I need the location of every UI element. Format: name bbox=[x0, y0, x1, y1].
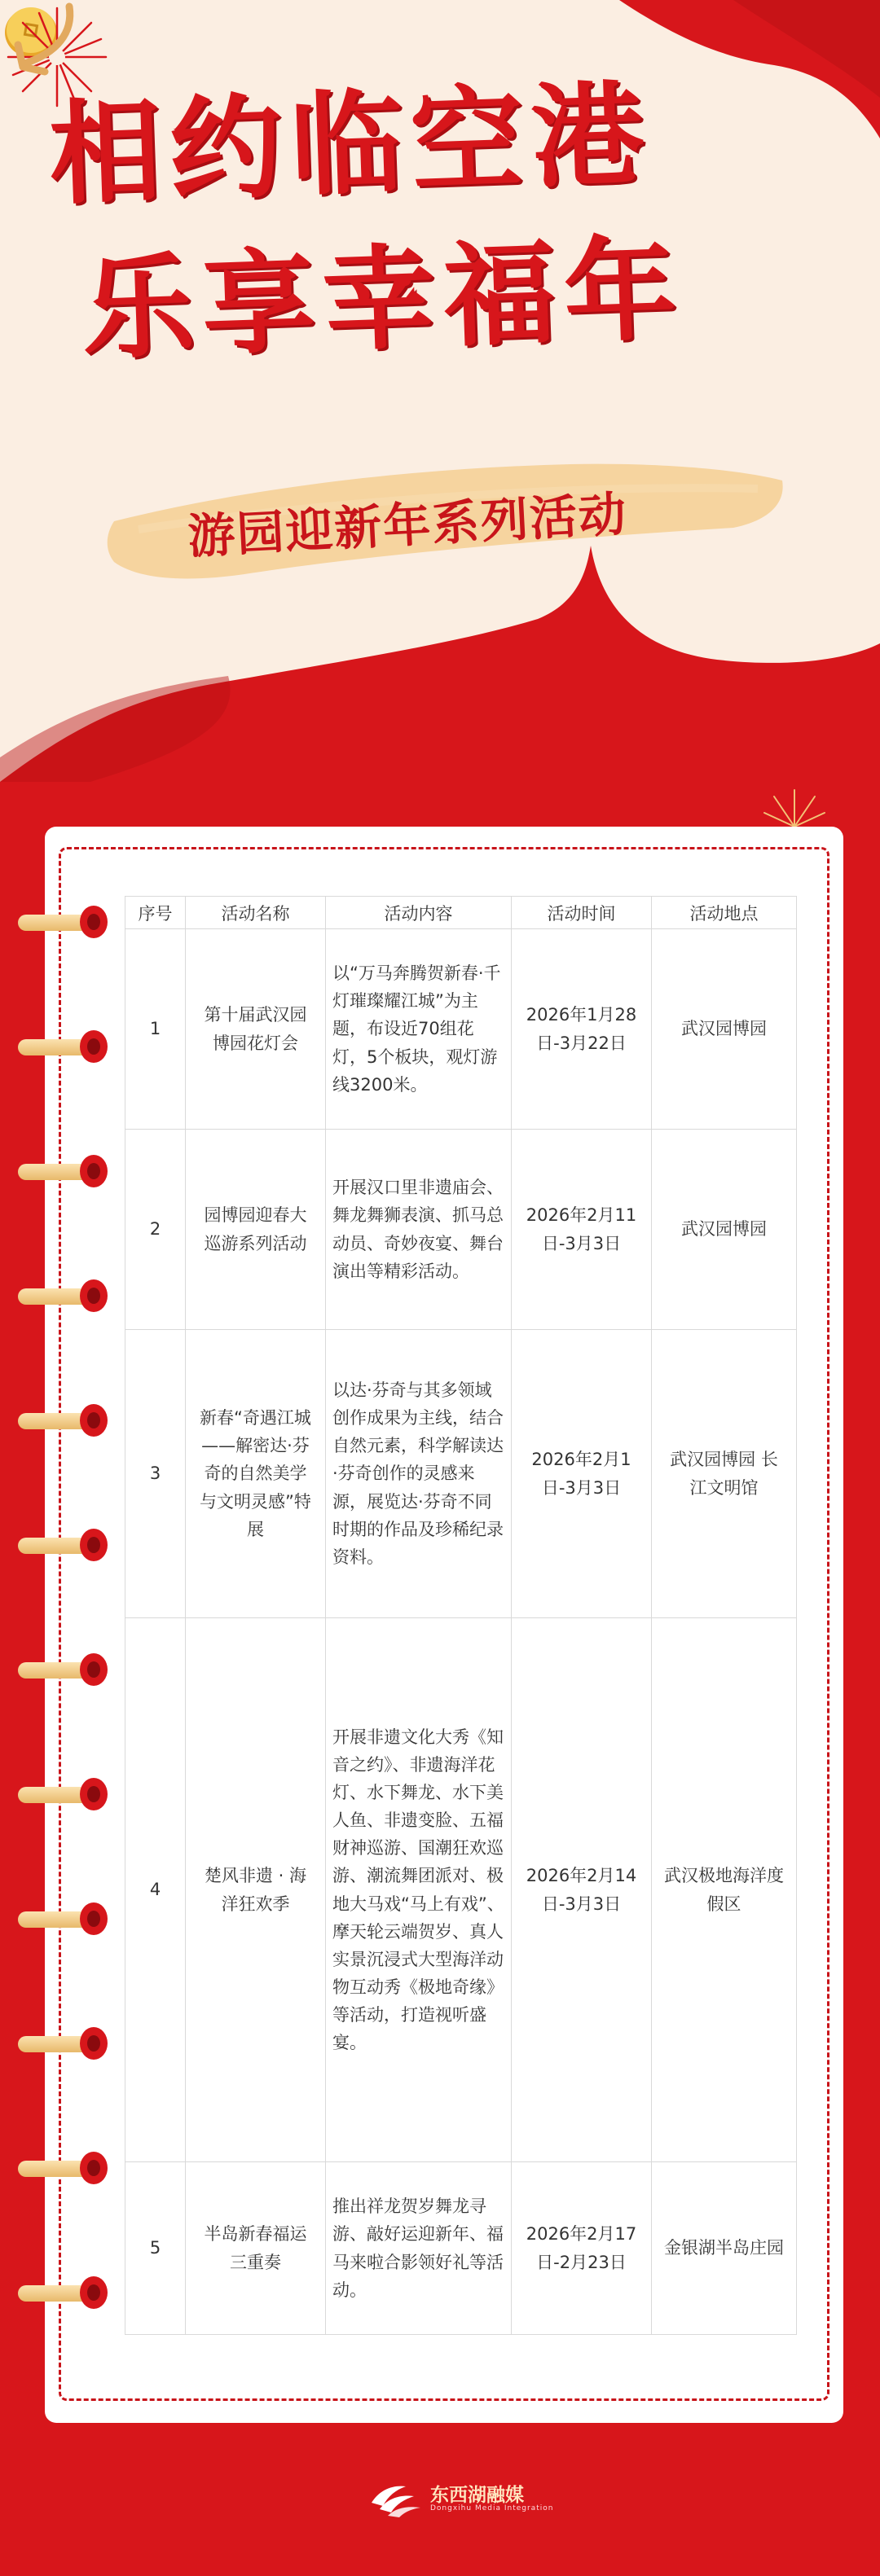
footer-logo bbox=[368, 2473, 554, 2522]
cell-no: 3 bbox=[125, 1330, 186, 1618]
logo-subtext: Dongxihu Media Integration bbox=[430, 2504, 554, 2512]
cell-name: 第十届武汉园博园花灯会 bbox=[186, 929, 326, 1130]
cell-time: 2026年2月1日-3月3日 bbox=[512, 1330, 652, 1618]
cell-time: 2026年2月17日-2月23日 bbox=[512, 2162, 652, 2335]
cell-place: 武汉极地海洋度假区 bbox=[652, 1618, 797, 2162]
cell-content: 开展非遗文化大秀《知音之约》、非遗海洋花灯、水下舞龙、水下美人鱼、非遗变脸、五福财神巡游、国潮狂欢巡游、潮流舞团派对、极地大马戏“马上有戏”、摩天轮云端贺岁、真人实景沉浸式大型海洋动物互动秀《极地奇缘》等活动，打造视听盛宴。 bbox=[326, 1618, 512, 2162]
title-line-1: 相约临空港 bbox=[46, 68, 654, 221]
cell-name: 园博园迎春大巡游系列活动 bbox=[186, 1130, 326, 1330]
table-row bbox=[125, 2162, 797, 2335]
header-name: 活动名称 bbox=[186, 897, 326, 929]
header-no: 序号 bbox=[125, 897, 186, 929]
logo-text: 东西湖融媒 bbox=[430, 2485, 524, 2506]
cell-content: 推出祥龙贺岁舞龙寻游、敲好运迎新年、福马来啦合影领好礼等活动。 bbox=[326, 2162, 512, 2335]
activity-schedule-table bbox=[125, 896, 797, 2335]
table-row bbox=[125, 1130, 797, 1330]
subtitle: 游园迎新年系列活动 bbox=[186, 485, 629, 565]
header-content: 活动内容 bbox=[326, 897, 512, 929]
arrow-down-icon bbox=[0, 0, 90, 81]
binder-ring-icon bbox=[18, 1778, 108, 1812]
binder-ring-icon bbox=[18, 1529, 108, 1563]
cell-name: 楚风非遗 · 海洋狂欢季 bbox=[186, 1618, 326, 2162]
table-row bbox=[125, 1330, 797, 1618]
cell-content: 开展汉口里非遗庙会、舞龙舞狮表演、抓马总动员、奇妙夜宴、舞台演出等精彩活动。 bbox=[326, 1130, 512, 1330]
cell-no: 4 bbox=[125, 1618, 186, 2162]
binder-ring-icon bbox=[18, 1653, 108, 1687]
logo-icon bbox=[368, 2473, 425, 2519]
firework-icon bbox=[758, 782, 831, 831]
subtitle-banner bbox=[114, 456, 790, 578]
binder-ring-icon bbox=[18, 1902, 108, 1937]
binder-ring-icon bbox=[18, 2152, 108, 2186]
binder-ring-icon bbox=[18, 906, 108, 940]
header-place: 活动地点 bbox=[652, 897, 797, 929]
table-row bbox=[125, 929, 797, 1130]
header-time: 活动时间 bbox=[512, 897, 652, 929]
cell-no: 1 bbox=[125, 929, 186, 1130]
table-header-row bbox=[125, 897, 797, 929]
binder-ring-icon bbox=[18, 1279, 108, 1314]
cell-time: 2026年2月11日-3月3日 bbox=[512, 1130, 652, 1330]
cell-no: 2 bbox=[125, 1130, 186, 1330]
cell-content: 以达·芬奇与其多领域创作成果为主线，结合自然元素，科学解读达·芬奇创作的灵感来源，展览达·芬奇不同时期的作品及珍稀纪录资料。 bbox=[326, 1330, 512, 1618]
cell-time: 2026年1月28日-3月22日 bbox=[512, 929, 652, 1130]
cell-place: 武汉园博园 bbox=[652, 929, 797, 1130]
cell-content: 以“万马奔腾贺新春·千灯璀璨耀江城”为主题，布设近70组花灯，5个板块，观灯游线3200米。 bbox=[326, 929, 512, 1130]
cell-name: 新春“奇遇江城——解密达·芬奇的自然美学与文明灵感”特展 bbox=[186, 1330, 326, 1618]
cell-place: 武汉园博园 长江文明馆 bbox=[652, 1330, 797, 1618]
title-line-2: 乐享幸福年 bbox=[79, 223, 687, 375]
hero-banner bbox=[0, 0, 880, 896]
cell-name: 半岛新春福运三重奏 bbox=[186, 2162, 326, 2335]
binder-ring-icon bbox=[18, 2276, 108, 2311]
cell-time: 2026年2月14日-3月3日 bbox=[512, 1618, 652, 2162]
cell-place: 金银湖半岛庄园 bbox=[652, 2162, 797, 2335]
table-row bbox=[125, 1618, 797, 2162]
cell-no: 5 bbox=[125, 2162, 186, 2335]
binder-ring-icon bbox=[18, 1155, 108, 1189]
binder-ring-icon bbox=[18, 1404, 108, 1438]
binder-ring-icon bbox=[18, 1030, 108, 1064]
cell-place: 武汉园博园 bbox=[652, 1130, 797, 1330]
binder-ring-icon bbox=[18, 2027, 108, 2061]
